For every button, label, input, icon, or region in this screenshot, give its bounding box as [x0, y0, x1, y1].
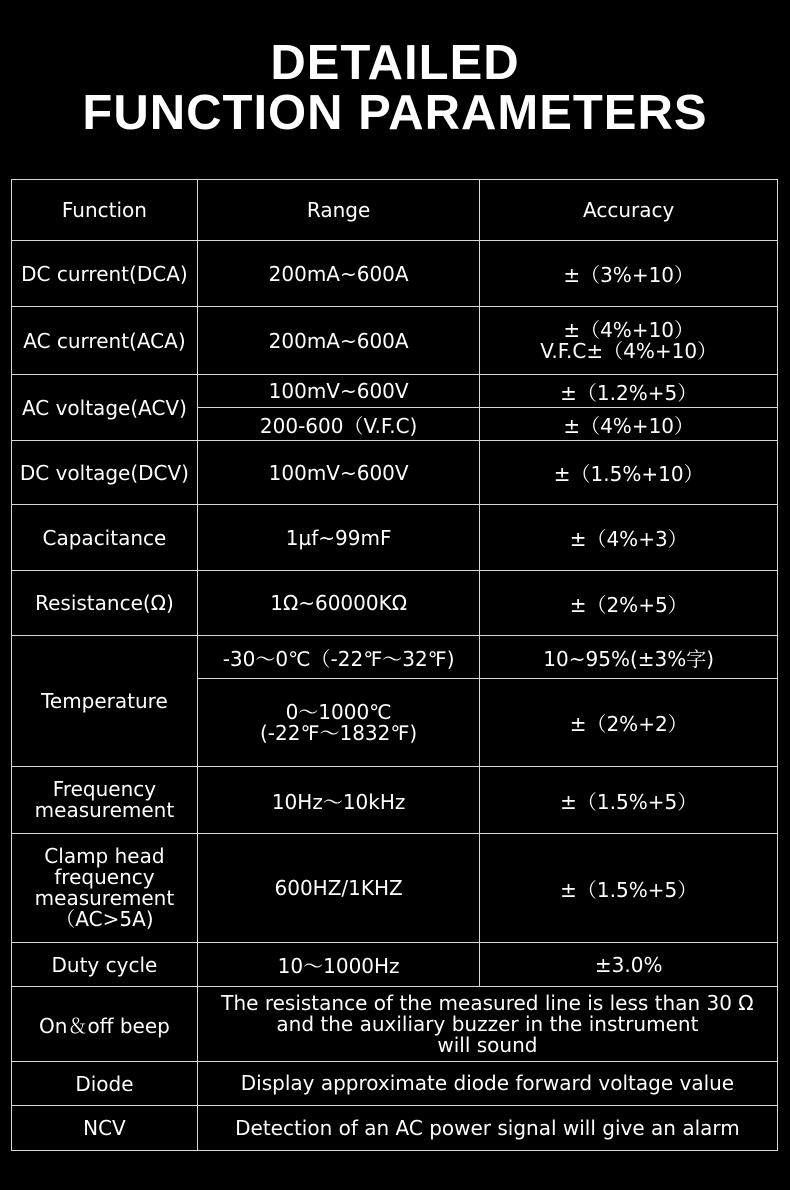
function-cell: AC current(ACA) — [12, 307, 198, 375]
accuracy-cell: ±3.0% — [480, 943, 778, 987]
accuracy-cell: ±（3%+10） — [480, 241, 778, 307]
accuracy-cell: ±（1.2%+5） — [480, 375, 778, 408]
function-cell: Duty cycle — [12, 943, 198, 987]
table-row — [12, 241, 778, 307]
parameters-table — [11, 179, 778, 1151]
table-row — [12, 636, 778, 679]
function-cell: NCV — [12, 1106, 198, 1151]
accuracy-line: V.F.C±（4%+10） — [540, 338, 718, 363]
function-cell: DC voltage(DCV) — [12, 441, 198, 505]
accuracy-cell: ±（2%+5） — [480, 571, 778, 636]
table-row — [12, 1106, 778, 1151]
function-cell: Resistance(Ω) — [12, 571, 198, 636]
accuracy-cell: ±（1.5%+10） — [480, 441, 778, 505]
title-line-1: DETAILED — [270, 36, 520, 90]
range-cell: 600HZ/1KHZ — [197, 834, 480, 943]
range-cell — [197, 679, 480, 767]
function-cell: Diode — [12, 1062, 198, 1106]
title-line-2: FUNCTION PARAMETERS — [82, 86, 708, 140]
description-cell: Detection of an AC power signal will give an alarm — [197, 1106, 777, 1151]
range-cell: 200mA~600A — [197, 241, 480, 307]
range-cell: -30～0℃（-22℉～32℉) — [197, 636, 480, 679]
accuracy-cell — [480, 307, 778, 375]
accuracy-cell: ±（4%+3） — [480, 505, 778, 571]
table-row — [12, 1062, 778, 1106]
header-accuracy: Accuracy — [480, 180, 778, 241]
description-line: The resistance of the measured line is less than 30 Ω — [221, 990, 754, 1015]
table-row — [12, 307, 778, 375]
header-function: Function — [12, 180, 198, 241]
function-line: Frequency — [52, 777, 157, 801]
table-row — [12, 987, 778, 1062]
description-line: and the auxiliary buzzer in the instrument — [276, 1011, 699, 1036]
function-cell — [12, 767, 198, 834]
header-row — [12, 180, 778, 241]
table-row — [12, 767, 778, 834]
description-line: will sound — [437, 1032, 538, 1057]
function-line: measurement — [34, 798, 175, 822]
accuracy-cell: 10~95%(±3%字) — [480, 636, 778, 679]
header-range: Range — [197, 180, 480, 241]
range-cell: 10～1000Hz — [197, 943, 480, 987]
function-cell: DC current(DCA) — [12, 241, 198, 307]
function-line: （AC>5A) — [55, 907, 154, 931]
accuracy-cell: ±（2%+2） — [480, 679, 778, 767]
function-cell: Capacitance — [12, 505, 198, 571]
function-cell: AC voltage(ACV) — [12, 375, 198, 441]
function-cell: On＆off beep — [12, 987, 198, 1062]
description-cell — [197, 987, 777, 1062]
table-row — [12, 943, 778, 987]
table-row — [12, 571, 778, 636]
accuracy-cell: ±（4%+10） — [480, 408, 778, 441]
range-cell: 100mV~600V — [197, 441, 480, 505]
range-line: 0～1000℃ — [285, 699, 392, 724]
range-line: (-22℉～1832℉) — [259, 720, 418, 745]
range-cell: 10Hz～10kHz — [197, 767, 480, 834]
page-title — [0, 38, 790, 138]
accuracy-line: ±（4%+10） — [563, 317, 695, 342]
range-cell: 200-600（V.F.C) — [197, 408, 480, 441]
table-row — [12, 441, 778, 505]
description-cell: Display approximate diode forward voltage value — [197, 1062, 777, 1106]
function-cell — [12, 834, 198, 943]
table-row — [12, 505, 778, 571]
range-cell: 1µf~99mF — [197, 505, 480, 571]
range-cell: 1Ω~60000KΩ — [197, 571, 480, 636]
accuracy-cell: ±（1.5%+5） — [480, 834, 778, 943]
function-line: frequency — [54, 865, 155, 889]
function-line: measurement — [34, 886, 175, 910]
function-cell: Temperature — [12, 636, 198, 767]
function-line: Clamp head — [44, 844, 165, 868]
range-cell: 100mV~600V — [197, 375, 480, 408]
range-cell: 200mA~600A — [197, 307, 480, 375]
table-row — [12, 834, 778, 943]
accuracy-cell: ±（1.5%+5） — [480, 767, 778, 834]
table-row — [12, 375, 778, 408]
